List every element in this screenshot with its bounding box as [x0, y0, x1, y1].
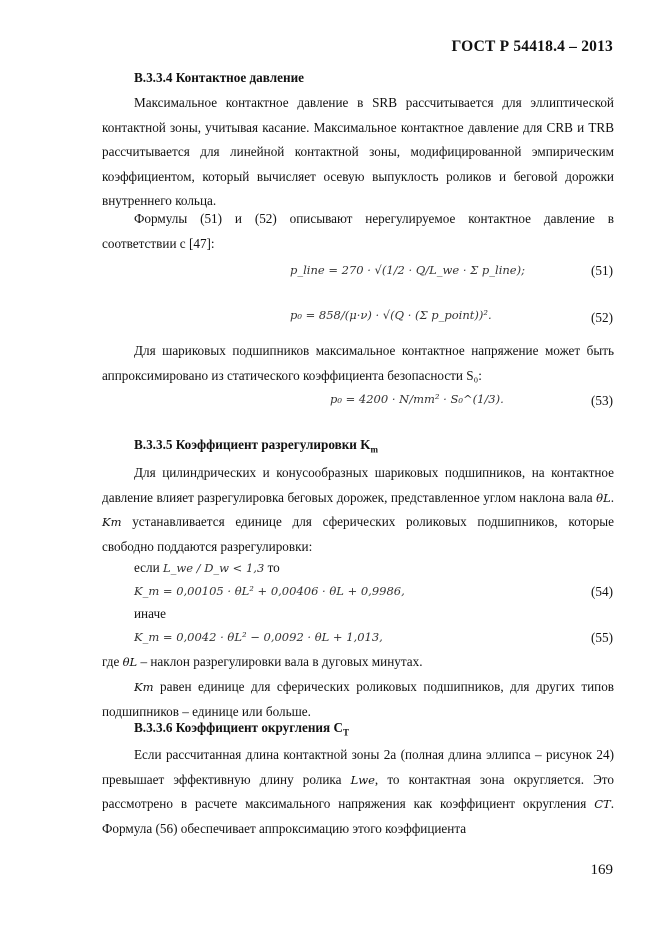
section-title-contact-pressure: В.3.3.4 Контактное давление — [134, 70, 305, 85]
equation-51: p_line = 270 · √(1/2 · Q/L_we · Σ p_line); — [290, 263, 525, 277]
equation-53: p₀ = 4200 · N/mm² · S₀^(1/3). — [330, 392, 504, 406]
theta-l-symbol: θL — [596, 490, 611, 505]
where-line — [102, 654, 423, 670]
section-title-misalignment — [134, 437, 378, 455]
equation-54: K_m = 0,00105 · θL² + 0,00406 · θL + 0,9986, — [134, 584, 405, 598]
paragraph-formulas-intro: Формулы (51) и (52) описывают нерегулируемое контактное давление в соответствии с [47]: — [102, 211, 614, 251]
equation-54-number: (54) — [591, 584, 613, 599]
equation-55: K_m = 0,0042 · θL² − 0,0092 · θL + 1,013, — [134, 630, 383, 644]
paragraph-contact-pressure: Максимальное контактное давление в SRB рассчитывается для эллиптической контактной зоны, учитывая касание. Максимальное контактное давление для CRB и TRB рассчитывается для линейной контактной зоны, модифицированной эмпирическим коэффициентом, который вычисляет осевую выпуклость роликов и беговой дорожки внутреннего кольца. — [102, 95, 614, 208]
document-header: ГОСТ Р 54418.4 – 2013 — [451, 38, 613, 55]
ct-symbol: CT — [594, 797, 611, 811]
where-theta-symbol: θL — [122, 655, 138, 669]
paragraph-rounding-text-c: Формула (56) обеспечивает аппроксимацию этого коэффициента — [102, 820, 467, 836]
km-symbol-2: Km — [134, 680, 154, 694]
section-title-rounding-sub: T — [342, 727, 349, 738]
condition-line — [134, 560, 280, 576]
where-label: где — [102, 654, 120, 669]
paragraph-rounding-text-a: Если рассчитанная длина контактной зоны 2a (полная длина эллипса – рисунок 24) превышает эффективную длину ролика — [102, 747, 614, 787]
equation-53-number: (53) — [591, 393, 613, 408]
then-label: то — [267, 560, 280, 575]
page-number: 169 — [590, 862, 613, 878]
lwe-symbol: Lwe — [350, 772, 375, 787]
equation-51-number: (51) — [591, 263, 613, 278]
if-label: если — [134, 560, 160, 575]
paragraph-misalignment: Для цилиндрических и конусообразных шариковых подшипников, на контактное давление влияет разрегулировка беговых дорожек, представленное углом наклона вала θL. Km устанавливается единице для сферических роликовых подшипников, которые свободно поддаются разрегулировки: — [102, 465, 614, 554]
equation-55-number: (55) — [591, 630, 613, 645]
paragraph-km-other-text: равен единице для сферических роликовых подшипников, для других типов подшипников – единице или больше. — [102, 679, 615, 719]
km-symbol: Km — [102, 515, 122, 529]
paragraph-rounding: Если рассчитанная длина контактной зоны 2a (полная длина эллипса – рисунок 24) превышает эффективную длину ролика Lwe, то контактная зона округляется. Это рассмотрено в расчете максимального напряжения как коэффициент округления CT. Формула (56) обеспечивает аппроксимацию этого коэффициента — [102, 747, 614, 836]
condition-expression: L_we / D_w < 1,3 — [162, 561, 265, 575]
paragraph-ball-bearings: Для шариковых подшипников максимальное контактное напряжение может быть аппроксимировано из статического коэффициента безопасности S₀: — [102, 343, 614, 383]
section-title-misalignment-sub: m — [370, 444, 378, 455]
where-text: – наклон разрегулировки вала в дуговых минутах. — [140, 654, 423, 669]
paragraph-km-other — [102, 675, 614, 724]
paragraph-misalignment-text-b: устанавливается единице для сферических роликовых подшипников, которые свободно поддаются разрегулировки: — [102, 514, 614, 554]
else-label: иначе — [134, 606, 166, 621]
section-title-rounding — [134, 720, 349, 738]
equation-52: p₀ = 858/(μ·ν) · √(Q · (Σ p_point))². — [290, 308, 492, 322]
section-title-rounding-text: В.3.3.6 Коэффициент округления C — [134, 720, 343, 735]
equation-52-number: (52) — [591, 310, 613, 325]
paragraph-misalignment-text-a: Для цилиндрических и конусообразных шариковых подшипников, на контактное давление влияет разрегулировка беговых дорожек, представленное углом наклона вала — [102, 465, 614, 505]
paragraph-rounding-text-b: , то контактная зона округляется. Это рассмотрено в расчете максимального напряжения как коэффициент округления — [102, 771, 614, 811]
section-title-misalignment-text: В.3.3.5 Коэффициент разрегулировки K — [134, 437, 371, 452]
